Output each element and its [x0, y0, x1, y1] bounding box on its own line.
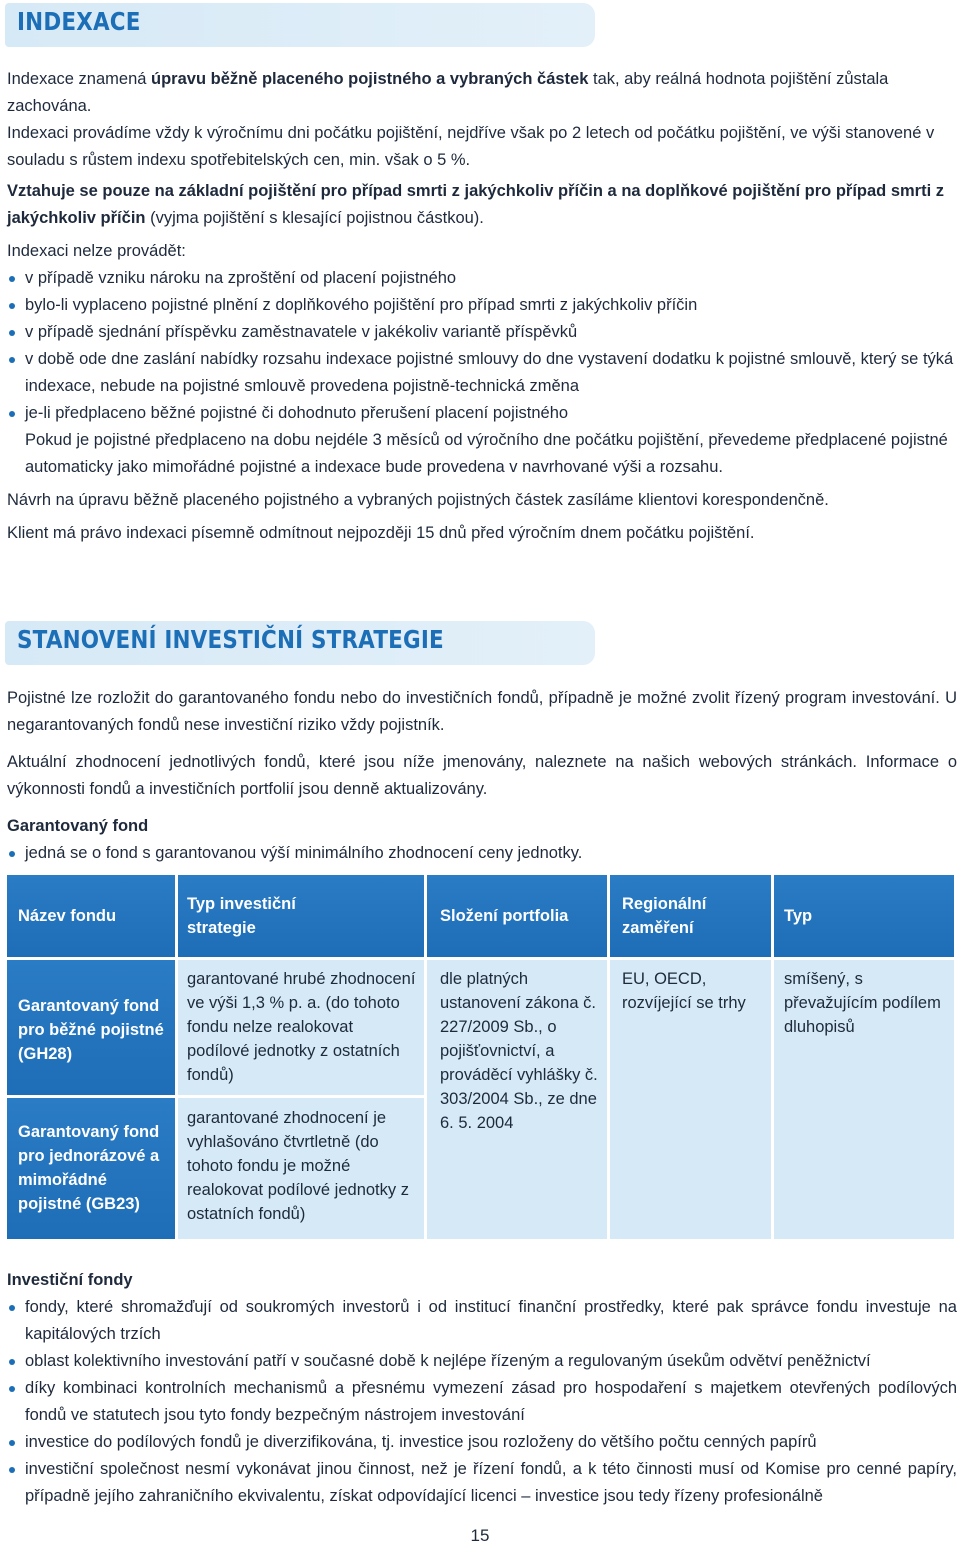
indexace-body — [7, 66, 957, 547]
list-item: díky kombinaci kontrolních mechanismů a přesnému vymezení zásad pro hospodaření s majetkem otevřených podílových fondů ve statutech jsou tyto fondy bezpečným nástrojem investování — [7, 1375, 957, 1429]
list-item: fondy, které shromažďují od soukromých investorů i od institucí finanční prostředky, které pak správce fondu investuje na kapitálových trzích — [7, 1294, 957, 1348]
strategie-paragraph-2: Aktuální zhodnocení jednotlivých fondů, které jsou níže jmenovány, naleznete na našich webových stránkách. Informace o výkonnosti fondů a investičních portfolií jsou denně aktualizovány. — [7, 753, 957, 798]
not-allowed-intro: Indexaci nelze provádět: — [7, 242, 186, 260]
not-allowed-list — [7, 265, 957, 427]
strategie-body — [7, 685, 957, 867]
list-item: bylo-li vyplaceno pojistné plnění z doplňkového pojištění pro případ smrti z jakýchkoliv příčin — [7, 292, 957, 319]
prepaid-note: Pokud je pojistné předplaceno na dobu nejdéle 3 měsíců od výročního dne počátku pojištění, převedeme předplacené pojistné automaticky jako mimořádné pojistné a indexace bude provedena v navrhované výši a rozsahu. — [25, 431, 948, 476]
page-number: 15 — [470, 1526, 490, 1545]
list-item: je-li předplaceno běžné pojistné či dohodnuto přerušení placení pojistného — [7, 400, 957, 427]
section-heading-indexace — [5, 3, 595, 47]
list-item: investiční společnost nesmí vykonávat jinou činnost, než je řízení fondů, a k této činnosti musí od Komise pro cenné papíry, případně jejího zahraničního ekvivalentu, získat odpovídající licenci – investice jsou tedy řízeny profesionálně — [7, 1456, 957, 1510]
investment-funds — [7, 1267, 957, 1510]
table-header — [7, 875, 954, 957]
fund-name-gb23: Garantovaný fond pro jednorázové a mimořádné pojistné (GB23) — [7, 1098, 175, 1239]
fund-name-gh28: Garantovaný fond pro běžné pojistné (GH28) — [7, 960, 175, 1095]
inv-list — [7, 1294, 957, 1510]
region-cell: EU, OECD, rozvíjející se trhy — [622, 970, 746, 1012]
indexace-paragraph-3: Vztahuje se pouze na základní pojištění pro případ smrti z jakýchkoliv příčin a na doplňkové pojištění pro případ smrti z jakýchkoliv příčin (vyjma pojištění s klesající pojistnou částkou). — [7, 182, 945, 227]
fund2-strategy: garantované zhodnocení je vyhlašováno čtvrtletně (do tohoto fondu je možné realokovat podílové jednotky z ostatních fondů) — [187, 1109, 409, 1223]
list-item: v době ode dne zaslání nabídky rozsahu indexace pojistné smlouvy do dne vystavení dodatku k pojistné smlouvě, který se týká indexace, nebude na pojistné smlouvě provedena pojistně-technická změna — [7, 346, 957, 400]
list-item: jedná se o fond s garantovanou výší minimálního zhodnocení ceny jednotky. — [7, 840, 957, 867]
indexace-paragraph-4: Návrh na úpravu běžně placeného pojistného a vybraných pojistných částek zasíláme klientovi korespondenčně. — [7, 491, 829, 509]
col-header-type: Typ — [784, 907, 813, 925]
list-item: oblast kolektivního investování patří v současné době k nejlépe řízeným a regulovaným úsekům odvětví peněžnictví — [7, 1348, 957, 1375]
section-title: INDEXACE — [17, 7, 141, 36]
col-header-portfolio: Složení portfolia — [440, 907, 569, 925]
list-item: v případě sjednání příspěvku zaměstnavatele v jakékoliv variantě příspěvků — [7, 319, 957, 346]
strategie-paragraph-1: Pojistné lze rozložit do garantovaného fondu nebo do investičních fondů, případně je možné zvolit řízený program investování. U negarantovaných fondů nese investiční riziko vždy pojistník. — [7, 689, 957, 734]
section-heading-strategie — [5, 621, 595, 665]
type-cell: smíšený, s převažujícím podílem dluhopisů — [784, 970, 941, 1036]
indexace-paragraph-1: Indexace znamená úpravu běžně placeného pojistného a vybraných částek tak, aby reálná hodnota pojištění zůstala zachována. — [7, 70, 889, 115]
fund-table — [7, 875, 954, 1239]
col-header-region: Regionální zaměření — [622, 895, 707, 937]
fund1-strategy: garantované hrubé zhodnocení ve výši 1,3 % p. a. (do tohoto fondu nelze realokovat podílové jednotky z ostatních fondů) — [187, 970, 416, 1084]
portfolio-cell: dle platných ustanovení zákona č. 227/2009 Sb., o pojišťovnictví, a prováděcí vyhlášky č. 303/2004 Sb., ze dne 6. 5. 2004 — [440, 970, 598, 1132]
list-item: investice do podílových fondů je diverzifikována, tj. investice jsou rozloženy do většího počtu cenných papírů — [7, 1429, 957, 1456]
inv-heading: Investiční fondy — [7, 1271, 133, 1289]
garant-list — [7, 840, 957, 867]
garant-heading: Garantovaný fond — [7, 817, 149, 835]
section-title: STANOVENÍ INVESTIČNÍ STRATEGIE — [17, 625, 444, 654]
col-header-name: Název fondu — [18, 907, 117, 925]
list-item: v případě vzniku nároku na zproštění od placení pojistného — [7, 265, 957, 292]
indexace-paragraph-5: Klient má právo indexaci písemně odmítnout nejpozději 15 dnů před výročním dnem počátku pojištění. — [7, 524, 755, 542]
indexace-paragraph-2: Indexaci provádíme vždy k výročnímu dni počátku pojištění, nejdříve však po 2 letech od počátku pojištění, ve výši stanovené v souladu s růstem indexu spotřebitelských cen, min. však o 5 %. — [7, 124, 935, 169]
col-header-strategy: Typ investiční strategie — [187, 895, 296, 937]
